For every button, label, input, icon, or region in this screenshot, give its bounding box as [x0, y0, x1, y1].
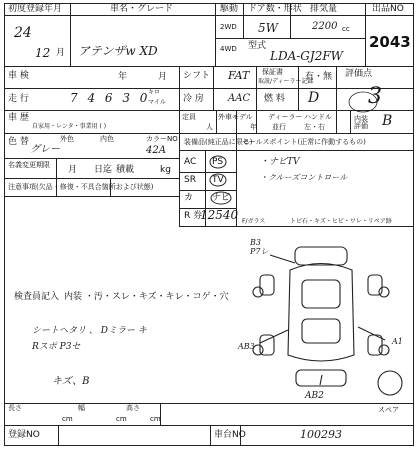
hw-note-2: Rスポ P3セ	[32, 342, 81, 352]
drive-4wd: 4WD	[220, 45, 237, 53]
hw-sales-point-2: ・クルーズコントロール	[260, 173, 348, 182]
dealer-sub: 並行	[272, 123, 286, 131]
door-shape-label: ドア数・形状	[248, 4, 302, 14]
warranty-sub: 取説/ディーラー記録	[258, 78, 314, 85]
diagram-ab3: AB3	[238, 342, 255, 351]
hw-model: LDA-GJ2FW	[270, 49, 344, 63]
score-label: 評価点	[345, 69, 373, 79]
chassis-no-label: 車台NO	[214, 430, 246, 440]
hw-score: 3	[368, 84, 382, 109]
displacement-unit: cc	[342, 25, 350, 33]
hw-chassis-no: 100293	[300, 428, 342, 441]
hw-shift: FAT	[228, 69, 250, 82]
inspector-label: 検査員記入	[14, 292, 60, 302]
load-label: 積載	[116, 165, 135, 175]
shift-label: シフト	[183, 71, 211, 81]
option-tv: TV	[212, 175, 224, 185]
import-sub: 年	[250, 123, 257, 131]
registration-no-label: 登録NO	[8, 430, 40, 440]
length-unit: cm	[62, 415, 73, 423]
hw-car-name: アテンザw XD	[78, 44, 158, 58]
hw-sales-point-1: ・ナビTV	[260, 157, 300, 167]
mileage-unit-km: キロ	[148, 89, 161, 96]
original-color-label: 外色	[60, 135, 74, 143]
capacity-label: 定員	[182, 113, 196, 121]
handle-sub: 左・右	[304, 123, 325, 131]
diagram-p7: P7レ	[250, 247, 269, 256]
hw-ac: AAC	[228, 93, 251, 104]
width-label: 幅	[78, 404, 85, 412]
import-label: 外車モデル	[218, 113, 253, 121]
diagram-ab2: AB2	[305, 391, 324, 401]
damage-legend: トビ石・キズ・ヒビ・ワレ・リペア跡	[290, 218, 392, 225]
diagram-a1: A1	[392, 337, 403, 346]
vehicle-inspection-label: 車 検	[8, 71, 29, 81]
drive-2wd: 2WD	[220, 23, 237, 31]
option-ac: AC	[184, 157, 197, 167]
hw-interior: B	[382, 113, 393, 129]
present-absent: 有・無	[305, 72, 333, 82]
handle-label: ハンドル	[304, 113, 332, 121]
hw-month: 12	[35, 46, 51, 60]
glass-label: F/ガラス	[242, 218, 266, 225]
interior-color-label: 内色	[100, 135, 114, 143]
hw-doors: 5W	[258, 21, 278, 35]
option-sr: SR	[184, 175, 196, 185]
color-label: 色 替	[8, 137, 29, 147]
interior-label: 内装評価	[354, 115, 368, 130]
hw-note-3: キズ、B	[52, 376, 90, 387]
date-month: 月	[68, 165, 78, 175]
notes-label: 注意事項(欠品・修復・不具合箇所および状態)	[8, 183, 154, 191]
capacity-unit: 人	[206, 123, 213, 131]
option-ps: PS	[212, 157, 224, 167]
dealer-label: ディーラー	[268, 113, 303, 121]
option-ka: カ	[184, 193, 194, 203]
year-unit: 年	[118, 72, 128, 82]
inspector-items: 内装 ・汚・スレ・キズ・キレ・コゲ・穴	[64, 292, 229, 302]
sales-point-label: セールスポイント(正常に作動するもの)	[242, 138, 366, 146]
hw-displacement: 2200	[312, 21, 338, 32]
model-label: 型式	[248, 41, 267, 51]
displacement-label: 排気量	[310, 4, 338, 14]
color-no-label: カラーNO	[146, 135, 178, 143]
month-unit: 月	[56, 48, 66, 58]
width-unit: cm	[116, 415, 127, 423]
first-registration-label: 初度登録年月	[8, 4, 63, 14]
registration-label: 車 歴	[8, 113, 29, 123]
spare-label: スペア	[378, 406, 399, 414]
equipment-label: 装備品(純正品に限る)	[184, 138, 253, 146]
height-label: 高さ	[126, 404, 140, 412]
length-label: 長さ	[8, 404, 22, 412]
registration-sub: 自家用・レンタ・事業用 ( )	[32, 123, 107, 130]
hw-color-no: 42A	[146, 145, 166, 156]
height-unit: cm	[150, 415, 161, 423]
option-navi: ナビ	[212, 193, 231, 203]
car-name-label: 車名・グレード	[110, 4, 174, 14]
hw-color: グレー	[30, 144, 60, 155]
mileage-unit-mile: マイル	[148, 99, 166, 106]
aircon-label: 冷 房	[183, 94, 204, 104]
changed-name-label: 名義変更期限	[8, 161, 50, 169]
diagram-b3: B3	[250, 238, 261, 247]
lot-number: 2043	[369, 33, 411, 51]
lot-label: 出品NO	[372, 4, 404, 14]
warranty-label: 保証書	[262, 68, 283, 76]
hw-options-extra: 12540	[200, 208, 239, 222]
fuel-label: 燃 料	[264, 94, 285, 104]
car-diagram	[240, 235, 415, 400]
month-unit-2: 月	[158, 72, 168, 82]
drive-label: 駆動	[220, 4, 239, 14]
hw-fuel: D	[308, 90, 320, 106]
mileage-label: 走 行	[8, 94, 29, 104]
hw-year: 24	[14, 25, 32, 41]
hw-note-1: シートヘタリ 、 Dミラー キ	[32, 326, 147, 336]
date-day: 日迄	[94, 165, 113, 175]
option-r-ticket: R 券	[184, 211, 203, 221]
hw-mileage: 7 4 6 3 0	[70, 91, 151, 105]
load-unit: kg	[160, 165, 171, 175]
